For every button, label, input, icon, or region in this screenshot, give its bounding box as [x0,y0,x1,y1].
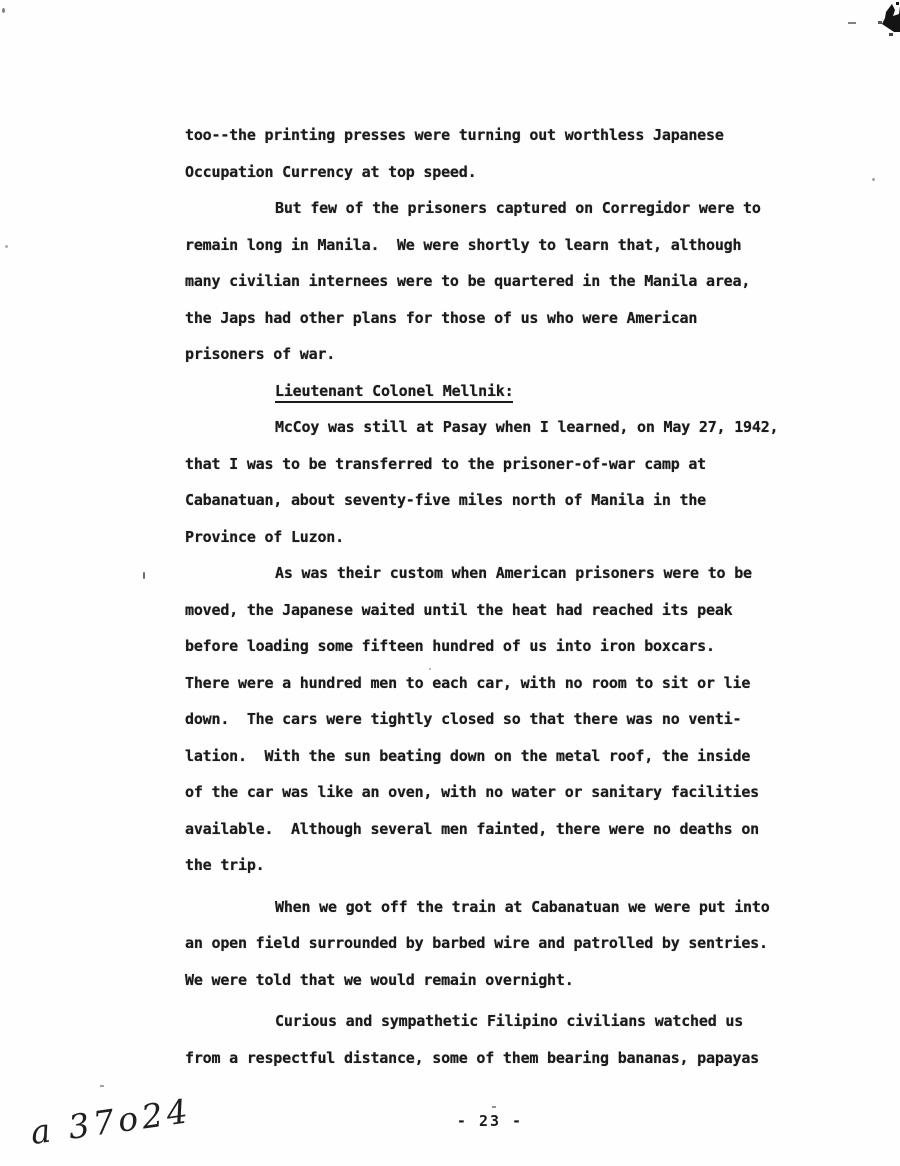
document-line: of the car was like an oven, with no water or sanitary facilities [185,783,759,801]
document-line: many civilian internees were to be quartered in the Manila area, [185,272,751,290]
document-line: Province of Luzon. [185,527,344,546]
document-line: the trip. [185,856,265,874]
document-line: remain long in Manila. We were shortly to learn that, although [185,235,742,254]
scan-speck [143,572,145,579]
scan-speck [429,668,431,670]
heading-underlined-text: Lieutenant Colonel Mellnik: [275,382,513,403]
document-line: before loading some fifteen hundred of us into iron boxcars. [185,637,715,655]
scan-speck [872,178,875,181]
document-heading [185,373,850,410]
page-number: - 23 - [456,1112,524,1130]
handwritten-annotation: a 37o24 [28,1090,194,1153]
document-line: too--the printing presses were turning out worthless Japanese [185,126,724,144]
document-line: that I was to be transferred to the prisoner-of-war camp at [185,454,707,473]
scan-speck [492,1106,496,1108]
document-line: As was their custom when American prisoners were to be [275,564,752,582]
document-line: the Japs had other plans for those of us who were American [185,308,698,327]
document-line: prisoners of war. [185,345,336,363]
document-line: moved, the Japanese waited until the heat had reached its peak [185,600,733,619]
scan-speck [5,245,8,248]
document-body [185,117,850,1076]
document-line: down. The cars were tightly closed so that there was no venti- [185,710,742,728]
scan-speck [100,1085,104,1087]
document-line: an open field surrounded by barbed wire and patrolled by sentries. [185,934,768,952]
document-line: Occupation Currency at top speed. [185,162,477,181]
document-line: McCoy was still at Pasay when I learned, on May 27, 1942, [275,418,779,436]
document-line: available. Although several men fainted, there were no deaths on [185,819,759,838]
document-line: There were a hundred men to each car, with no room to sit or lie [185,673,751,692]
scan-speck [848,22,856,24]
document-line: But few of the prisoners captured on Corregidor were to [275,199,761,217]
document-line: from a respectful distance, some of them bearing bananas, papayas [185,1048,759,1067]
ink-blot-artifact [852,2,900,46]
document-line: We were told that we would remain overnight. [185,970,574,989]
document-line: Cabanatuan, about seventy-five miles north of Manila in the [185,491,707,509]
scan-speck [2,8,5,13]
document-line: When we got off the train at Cabanatuan we were put into [275,897,770,916]
document-line: lation. With the sun beating down on the metal roof, the inside [185,746,751,765]
document-line: Curious and sympathetic Filipino civilians watched us [275,1012,744,1030]
